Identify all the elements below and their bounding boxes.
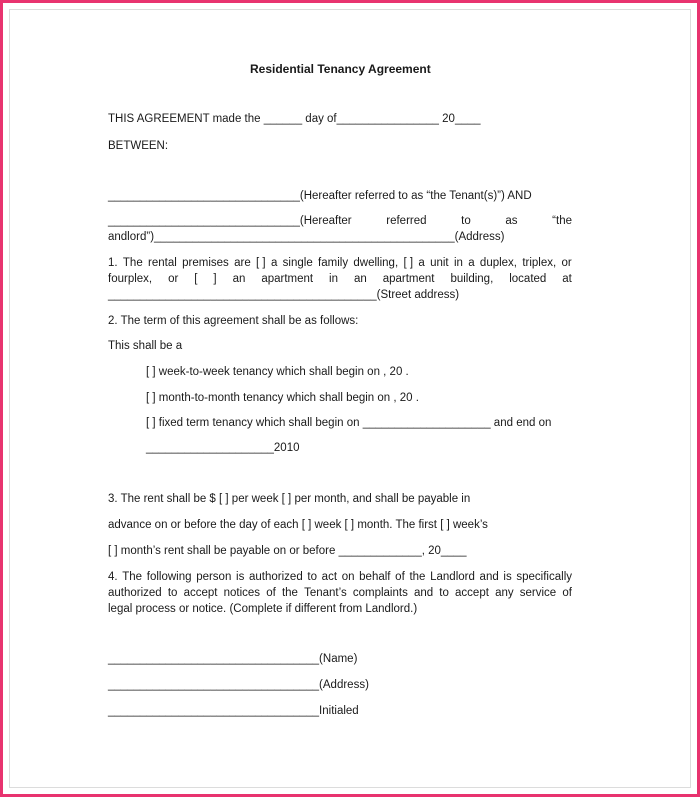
- tenant-line: ______________________________(Hereafter referred to as “the Tenant(s)”) AND: [108, 190, 532, 202]
- word: on: [341, 571, 355, 583]
- clause4-line3: legal process or notice. (Complete if different from Landlord.): [108, 603, 418, 615]
- clause1-line1: [108, 256, 572, 270]
- word: to: [461, 215, 471, 227]
- word: a: [270, 257, 278, 269]
- word: as: [505, 215, 518, 227]
- clause3-line3: [ ] month’s rent shall be payable on or before _____________, 20____: [108, 545, 467, 557]
- word: following: [146, 571, 192, 583]
- term-option-weekly: [ ] week-to-week tenancy which shall begin on , 20 .: [146, 366, 409, 378]
- clause2-heading: 2. The term of this agreement shall be as follows:: [108, 315, 359, 327]
- word: of: [562, 587, 572, 599]
- word: or: [561, 257, 572, 269]
- document-title: Residential Tenancy Agreement: [250, 62, 431, 76]
- signature-initialed: _________________________________Initialed: [108, 705, 359, 717]
- word: service: [519, 587, 557, 599]
- word: specifically: [516, 571, 572, 583]
- word: single: [282, 257, 313, 269]
- word: person: [196, 571, 232, 583]
- word: of: [395, 571, 405, 583]
- signature-address: _________________________________(Address): [108, 679, 369, 691]
- word: to: [439, 587, 449, 599]
- word: apartment: [382, 273, 435, 285]
- word: the: [409, 571, 426, 583]
- word: or: [168, 273, 179, 285]
- word: act: [321, 571, 338, 583]
- word: any: [495, 587, 514, 599]
- word: [ ]: [403, 257, 414, 269]
- between-label: BETWEEN:: [108, 140, 169, 152]
- word: triplex,: [522, 257, 557, 269]
- word: a: [418, 257, 425, 269]
- word: 1.: [108, 257, 118, 269]
- word: is: [503, 571, 512, 583]
- word: the: [281, 587, 298, 599]
- word: fourplex,: [108, 273, 153, 285]
- word: ]: [213, 273, 217, 285]
- clause4-line1: [108, 570, 572, 584]
- word: to: [167, 587, 178, 599]
- intro-line: THIS AGREEMENT made the ______ day of________________ 20____: [108, 113, 481, 125]
- word: to: [307, 571, 317, 583]
- word: The: [122, 571, 143, 583]
- word: 4.: [108, 571, 118, 583]
- clause3-line2: advance on or before the day of each [ ] week [ ] month. The first [ ] week’s: [108, 519, 488, 531]
- word: is: [236, 571, 245, 583]
- word: rental: [148, 257, 177, 269]
- word: [ ]: [256, 257, 266, 269]
- word: accept: [183, 587, 218, 599]
- word: Tenant’s: [304, 587, 347, 599]
- word: ______________________________(Hereafter: [108, 215, 352, 227]
- word: referred: [386, 215, 427, 227]
- term-option-fixed: [ ] fixed term tenancy which shall begin on ____________________ and end on: [146, 417, 552, 429]
- word: and: [479, 571, 499, 583]
- clause3-line1: 3. The rent shall be $ [ ] per week [ ] per month, and shall be payable in: [108, 493, 471, 505]
- word: and: [413, 587, 434, 599]
- word: accept: [455, 587, 489, 599]
- word: are: [234, 257, 251, 269]
- word: premises: [182, 257, 229, 269]
- term-option-end-date: ____________________2010: [146, 442, 300, 454]
- word: “the: [552, 215, 572, 227]
- word: authorized: [108, 587, 162, 599]
- landlord-line-1: [108, 214, 572, 228]
- word: an: [353, 273, 367, 285]
- word: [: [194, 273, 198, 285]
- signature-name: _________________________________(Name): [108, 653, 358, 665]
- word: duplex,: [479, 257, 518, 269]
- word: located: [509, 273, 547, 285]
- word: family: [318, 257, 349, 269]
- word: unit: [430, 257, 449, 269]
- word: behalf: [359, 571, 391, 583]
- landlord-line-2: andlord”)_______________________________________________(Address): [108, 231, 505, 243]
- word: building,: [450, 273, 494, 285]
- word: a: [468, 257, 475, 269]
- term-option-monthly: [ ] month-to-month tenancy which shall begin on , 20 .: [146, 392, 419, 404]
- word: in: [453, 257, 463, 269]
- word: at: [562, 273, 572, 285]
- word: dwelling,: [353, 257, 399, 269]
- this-shall-be: This shall be a: [108, 340, 183, 352]
- clause1-line2: [108, 272, 572, 286]
- word: Landlord: [430, 571, 475, 583]
- word: apartment: [261, 273, 314, 285]
- word: authorized: [249, 571, 303, 583]
- word: complaints: [352, 587, 408, 599]
- word: of: [266, 587, 276, 599]
- clause1-line3: __________________________________________(Street address): [108, 289, 460, 301]
- word: The: [122, 257, 143, 269]
- clause4-line2: [108, 586, 572, 600]
- word: an: [232, 273, 246, 285]
- word: notices: [223, 587, 261, 599]
- word: in: [329, 273, 338, 285]
